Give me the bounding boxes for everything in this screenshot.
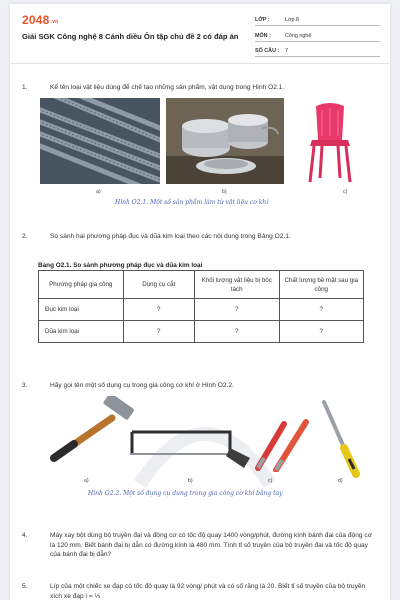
question-text: Hãy gọi tên một số dụng cụ trong gia công cơ khí ở Hình O2.2. [50, 382, 234, 389]
figure-label-b: b) [222, 189, 227, 195]
table-row [39, 299, 364, 321]
hacksaw-image [118, 424, 252, 472]
question-text: Kể tên loại vật liệu dùng để chế tạo những sản phẩm, vật dụng trong Hình O2.1. [50, 84, 285, 91]
figure-label-a: a) [96, 189, 101, 195]
question-number: 2. [22, 233, 28, 240]
meta-subject: MÔN : Công nghệ [255, 32, 380, 42]
table-title: Bảng O2.1. So sánh phương pháp đục và dũa kim loại [38, 262, 203, 269]
figure-label-a: a) [84, 478, 89, 484]
table-header-row [39, 271, 364, 299]
meta-class: LỚP : Lớp 8 [255, 16, 380, 26]
table-header-cell: Phương pháp gia công [39, 271, 124, 299]
comparison-table [38, 270, 364, 343]
figure-label-c: c) [268, 478, 273, 484]
figure-caption: Hình O2.1. Một số sản phẩm làm từ vật liệu cơ khí [115, 199, 269, 206]
table-header-cell: Khối lượng vật liệu bị bóc tách [195, 271, 280, 299]
question-text: Líp của một chiếc xe đạp có tốc độ quay là 92 vòng/ phút và có số răng là 20. Biết tỉ số truyền của bộ truyền xích xe đạp i = ⅓ [50, 583, 366, 600]
table-cell: ? [123, 299, 195, 321]
table-header-cell: Dụng cụ cắt [123, 271, 195, 299]
table-cell: ? [195, 299, 280, 321]
question-number: 4. [22, 532, 28, 539]
question-number: 1. [22, 84, 28, 91]
meta-question-count: SỐ CÂU : 7 [255, 47, 380, 57]
chisels-image [250, 416, 312, 472]
steel-rebar-image [40, 98, 160, 184]
table-cell: ? [123, 321, 195, 343]
table-header-cell: Chất lượng bề mặt sau gia công [279, 271, 364, 299]
question-text: So sánh hai phương pháp đục và dũa kim loại theo các nội dung trong Bảng O2.1. [50, 233, 291, 240]
table-cell: Dũa kim loại [39, 321, 124, 343]
figure-label-b: b) [188, 478, 193, 484]
table-row [39, 321, 364, 343]
document-page [10, 4, 390, 600]
question-number: 3. [22, 382, 28, 389]
table-cell: ? [279, 321, 364, 343]
table-cell: ? [195, 321, 280, 343]
file-tool-image [316, 398, 366, 478]
figure-label-d: d) [338, 478, 343, 484]
page-title: Giải SGK Công nghệ 8 Cánh diều Ôn tập chủ đề 2 có đáp án [22, 32, 239, 41]
question-text: Máy xay bột dùng bộ truyền đai và động cơ có tốc độ quay 1400 vòng/phút, đường kính bánh đai của động cơ là 120 mm. Biết bánh đai bị dẫn có đường kính là 480 mm. Tính tỉ số truyền của bộ truyền đai và tốc độ quay của bánh đai bị dẫn? [50, 532, 373, 558]
plastic-chair-image [290, 98, 370, 184]
table-cell: Đục kim loại [39, 299, 124, 321]
figure-caption: Hình O2.2. Một số dụng cụ dùng trong gia công cơ khí bằng tay [88, 490, 283, 497]
document-header [10, 4, 390, 64]
site-logo[interactable]: 2048.vn [22, 13, 59, 27]
question-number: 5. [22, 583, 28, 590]
figure-label-c: c) [343, 189, 348, 195]
table-cell: ? [279, 299, 364, 321]
aluminum-pots-image [166, 98, 284, 184]
